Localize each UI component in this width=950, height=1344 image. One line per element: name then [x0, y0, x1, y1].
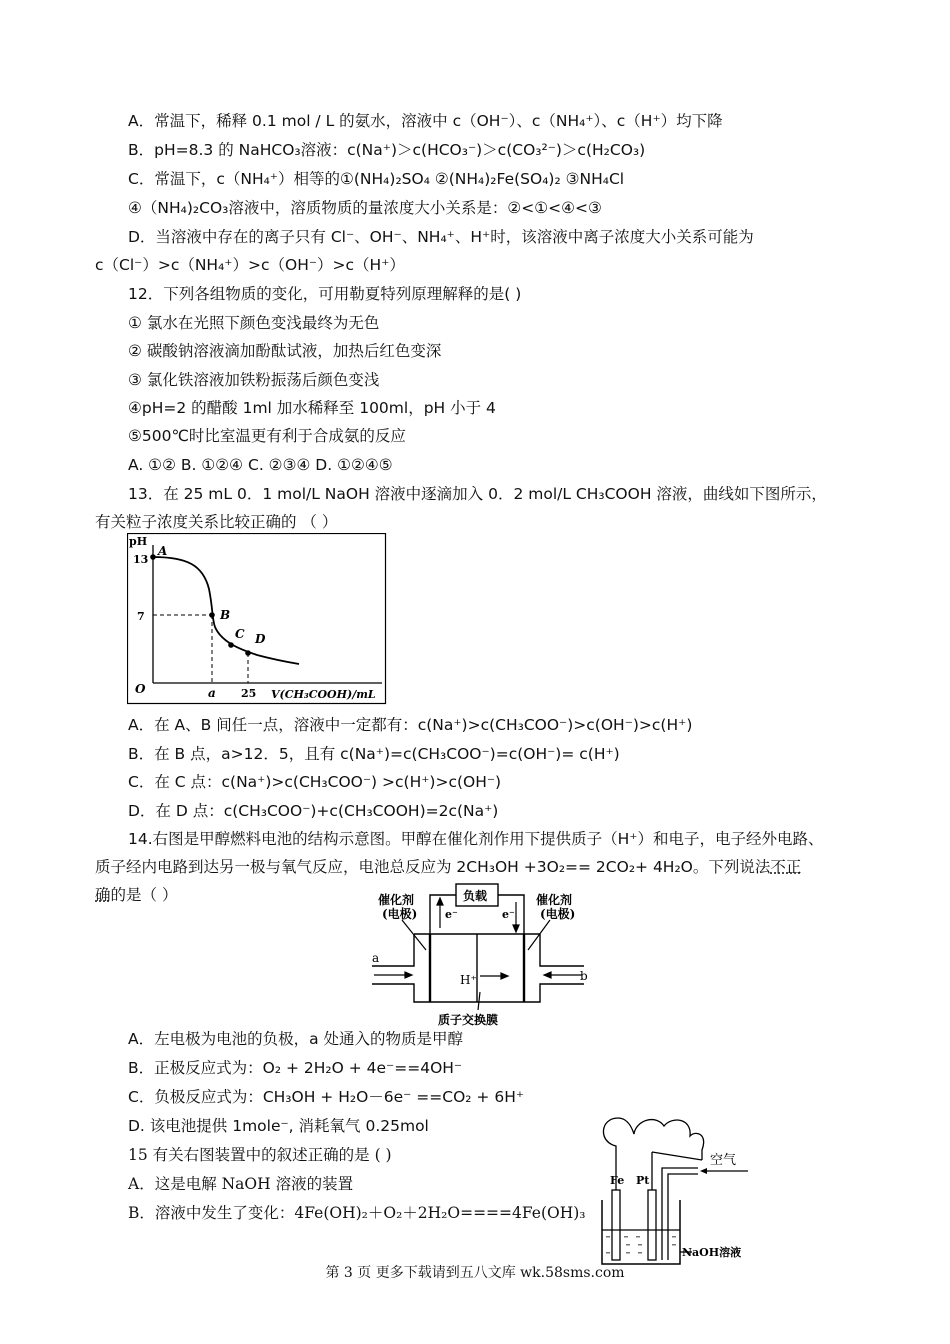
membrane-pointer [478, 992, 480, 1010]
q15-option-a: A．这是电解 NaOH 溶液的装置 [128, 1175, 354, 1193]
y-axis-label: pH [129, 535, 148, 548]
right-top-wall [540, 934, 584, 966]
electrode-left-label: (电极) [382, 907, 418, 921]
q15-stem: 15 有关右图装置中的叙述正确的是 ( ) [128, 1146, 392, 1164]
q14-stem-line2 [95, 856, 801, 878]
x-axis-label: V(CH₃COOH)/mL [271, 688, 376, 701]
label-b: B [220, 608, 231, 622]
tick-25: 25 [241, 687, 257, 700]
q13-option-b: B．在 B 点，a>12．5，且有 c(Na⁺)=c(CH₃COO⁻)=c(OH⁻)= c(H⁺) [128, 745, 620, 763]
page-footer: 第 3 页 更多下载请到五八文库 wk.58sms.com [325, 1265, 625, 1281]
q12-item: ① 氯水在光照下颜色变浅最终为无色 [128, 314, 380, 332]
q13-stem-line1: 13．在 25 mL 0．1 mol/L NaOH 溶液中逐滴加入 0．2 mol/L CH₃COOH 溶液，曲线如下图所示， [128, 485, 827, 503]
q14-stem-line2-text: 质子经内电路到达另一极与氧气反应，电池总反应为 2CH₃OH +3O₂== 2CO₂+ 4H₂O。下列说法 [95, 858, 771, 876]
q14-option-b: B．正极反应式为：O₂ + 2H₂O + 4e⁻==4OH⁻ [128, 1059, 463, 1077]
electron-left-label: e⁻ [445, 908, 458, 921]
electrode-right-label: (电极) [540, 907, 576, 921]
proton-label: H⁺ [460, 973, 477, 987]
fe-label: Fe [610, 1174, 625, 1187]
naoh-solution-label: NaOH溶液 [682, 1246, 742, 1259]
cell-bottom [372, 984, 584, 1002]
q12-item: ④pH=2 的醋酸 1ml 加水稀释至 100ml，pH 小于 4 [128, 399, 496, 417]
point-b [209, 612, 215, 618]
q11-option-c-line2: ④（NH₄)₂CO₃溶液中，溶质物质的量浓度大小关系是：②<①<④<③ [128, 199, 602, 217]
q12-item: ③ 氯化铁溶液加铁粉振荡后颜色变浅 [128, 371, 380, 389]
q12-stem: 12．下列各组物质的变化，可用勒夏特列原理解释的是( ) [128, 285, 522, 303]
electron-right-label: e⁻ [502, 908, 515, 921]
pt-lead-top [652, 1152, 702, 1160]
q11-option-a: A．常温下，稀释 0.1 mol / L 的氨水，溶液中 c（OH⁻）、c（NH₄⁺）、c（H⁺）均下降 [128, 112, 723, 130]
q12-item: ② 碳酸钠溶液滴加酚酞试液，加热后红色变深 [128, 342, 442, 360]
inlet-a-label: a [372, 951, 380, 965]
proton-arrowhead [501, 973, 508, 979]
titration-curve-figure [127, 533, 387, 705]
pt-electrode [648, 1190, 656, 1260]
pt-label: Pt [636, 1174, 650, 1187]
q14-stem-line3-text: 的是（ ） [110, 886, 178, 904]
tick-7: 7 [137, 610, 145, 623]
label-c: C [235, 627, 245, 641]
catalyst-left-label: 催化剂 [378, 893, 415, 907]
electron-arrowhead-left [437, 898, 443, 905]
q14-option-c: C．负极反应式为：CH₃OH + H₂O－6e⁻ ==CO₂ + 6H⁺ [128, 1088, 525, 1106]
label-a: A [158, 544, 168, 558]
q13-option-c: C．在 C 点：c(Na⁺)>c(CH₃COO⁻) >c(H⁺)>c(OH⁻) [128, 773, 502, 791]
q11-option-d-line2: c（Cl⁻）>c（NH₄⁺）>c（OH⁻）>c（H⁺） [95, 256, 405, 274]
tick-13: 13 [133, 553, 149, 566]
tick-a: a [208, 686, 216, 700]
fuel-cell-diagram [368, 880, 594, 1028]
fe-electrode [612, 1190, 620, 1260]
q13-option-d: D．在 D 点：c(CH₃COO⁻)+c(CH₃COOH)=2c(Na⁺) [128, 802, 499, 820]
q11-option-c-line1: C．常温下，c（NH₄⁺）相等的①(NH₄)₂SO₄ ②(NH₄)₂Fe(SO₄)₂ ③NH₄Cl [128, 170, 625, 188]
q14-emphasis-correct: 确 [95, 886, 111, 904]
q14-option-d: D. 该电池提供 1mole⁻, 消耗氧气 0.25mol [128, 1117, 429, 1135]
inlet-arrowhead-a [405, 972, 412, 978]
q14-option-a: A．左电极为电池的负极，a 处通入的物质是甲醇 [128, 1030, 464, 1048]
catalyst-right-label: 催化剂 [536, 893, 573, 907]
electron-arrowhead-right [513, 925, 519, 932]
air-arrowhead [700, 1168, 707, 1174]
q12-item: ⑤500℃时比室温更有利于合成氨的反应 [128, 427, 406, 445]
load-label: 负载 [463, 889, 488, 903]
point-a [150, 554, 156, 560]
q14-stem-line3 [95, 884, 177, 906]
q14-emphasis-not-correct: 不正 [770, 858, 802, 876]
point-d [245, 650, 251, 656]
air-label: 空气 [710, 1153, 737, 1168]
label-d: D [255, 632, 266, 646]
figure-border [128, 534, 386, 704]
point-c [228, 642, 234, 648]
q12-options: A. ①② B. ①②④ C. ②③④ D. ①②④⑤ [128, 456, 393, 474]
q14-stem-line1: 14.右图是甲醇燃料电池的结构示意图。甲醇在催化剂作用下提供质子（H⁺）和电子，电子经外电路、 [128, 830, 824, 848]
inlet-arrowhead-b [544, 972, 551, 978]
inlet-b-label: b [580, 969, 588, 983]
q11-option-b: B．pH=8.3 的 NaHCO₃溶液：c(Na⁺)＞c(HCO₃⁻)＞c(CO₃²⁻)＞c(H₂CO₃) [128, 141, 646, 159]
q13-option-a: A．在 A、B 间任一点，溶液中一定都有：c(Na⁺)>c(CH₃COO⁻)>c(OH⁻)>c(H⁺) [128, 716, 693, 734]
membrane-label: 质子交换膜 [438, 1013, 499, 1027]
origin-label: O [135, 682, 146, 696]
q15-option-b: B．溶液中发生了变化：4Fe(OH)₂＋O₂＋2H₂O====4Fe(OH)₃ [128, 1204, 586, 1222]
q11-option-d-line1: D．当溶液中存在的离子只有 Cl⁻、OH⁻、NH₄⁺、H⁺时，该溶液中离子浓度大小关系可能为 [128, 228, 754, 246]
q13-stem-line2: 有关粒子浓度关系比较正确的 （ ） [95, 513, 338, 531]
catalyst-pointer-right [528, 920, 550, 950]
fe-pt-cell-diagram [598, 1112, 768, 1272]
